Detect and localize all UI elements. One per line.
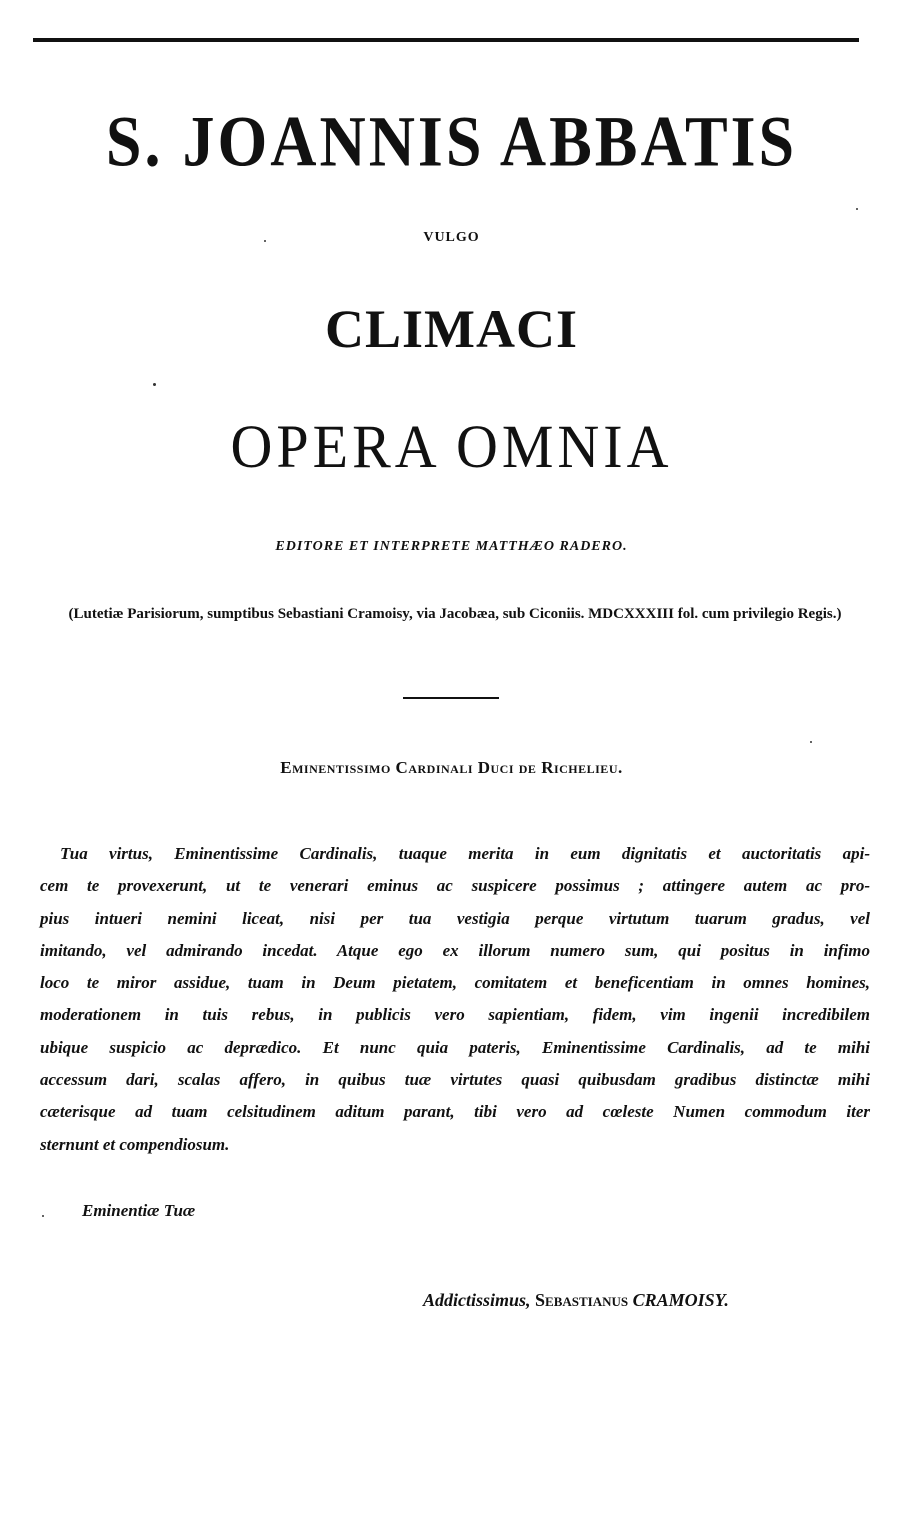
section-divider (403, 697, 499, 699)
dedication-line: accessum dari, scalas affero, in quibus tuæ virtutes quasi quibusdam gradibus distinctæ mihi (40, 1070, 870, 1090)
signature (423, 1290, 729, 1311)
scan-speck (856, 208, 858, 210)
page-title: S. JOANNIS ABBATIS (105, 101, 798, 182)
dedication-text (40, 838, 870, 1161)
dedication-line: Tua virtus, Eminentissime Cardinalis, tuaque merita in eum dignitatis et auctoritatis api- (60, 844, 870, 863)
editor-line: EDITORE ET INTERPRETE MATTHÆO RADERO. (275, 539, 628, 554)
author-name: CLIMACI (324, 299, 578, 359)
signature-surname: CRAMOISY. (632, 1290, 729, 1310)
signature-first-name: Sebastianus (535, 1290, 629, 1310)
dedication-line: sternunt et compendiosum. (40, 1134, 230, 1154)
signature-prefix: Addictissimus, (423, 1290, 531, 1310)
dedication-line: cæterisque ad tuam celsitudinem aditum parant, tibi vero ad cœleste Numen commodum iter (40, 1102, 870, 1122)
scan-speck (42, 1215, 44, 1217)
dedication-line: ubique suspicio ac deprædico. Et nunc quia pateris, Eminentissime Cardinalis, ad te mihi (40, 1037, 870, 1057)
work-title: OPERA OMNIA (230, 412, 673, 481)
dedicatee: Eminentissimo Cardinali Duci de Richelieu. (280, 758, 623, 777)
dedication-line: imitando, vel admirando incedat. Atque ego ex illorum numero sum, qui positus in infimo (40, 940, 870, 960)
dedication-line: loco te miror assidue, tuam in Deum pietatem, comitatem et beneficentiam in omnes homines, (40, 973, 870, 993)
closing-salutation: Eminentiæ Tuæ (82, 1201, 196, 1220)
dedication-line: pius intueri nemini liceat, nisi per tua vestigia perque virtutum tuarum gradus, vel (40, 908, 870, 928)
dedication-line: moderationem in tuis rebus, in publicis vero sapientiam, fidem, vim ingenii incredibilem (40, 1005, 870, 1025)
top-rule (33, 38, 859, 42)
scan-speck (810, 741, 812, 743)
scan-speck (153, 383, 156, 386)
scan-speck (264, 240, 266, 242)
dedication-line: cem te provexerunt, ut te venerari eminus ac suspicere possimus ; attingere autem ac pro- (40, 876, 870, 896)
vulgo-label: VULGO (423, 230, 480, 245)
imprint: (Lutetiæ Parisiorum, sumptibus Sebastiani Cramoisy, via Jacobæa, sub Ciconiis. MDCXXXIII fol. cum privilegio Regis.) (68, 606, 842, 622)
